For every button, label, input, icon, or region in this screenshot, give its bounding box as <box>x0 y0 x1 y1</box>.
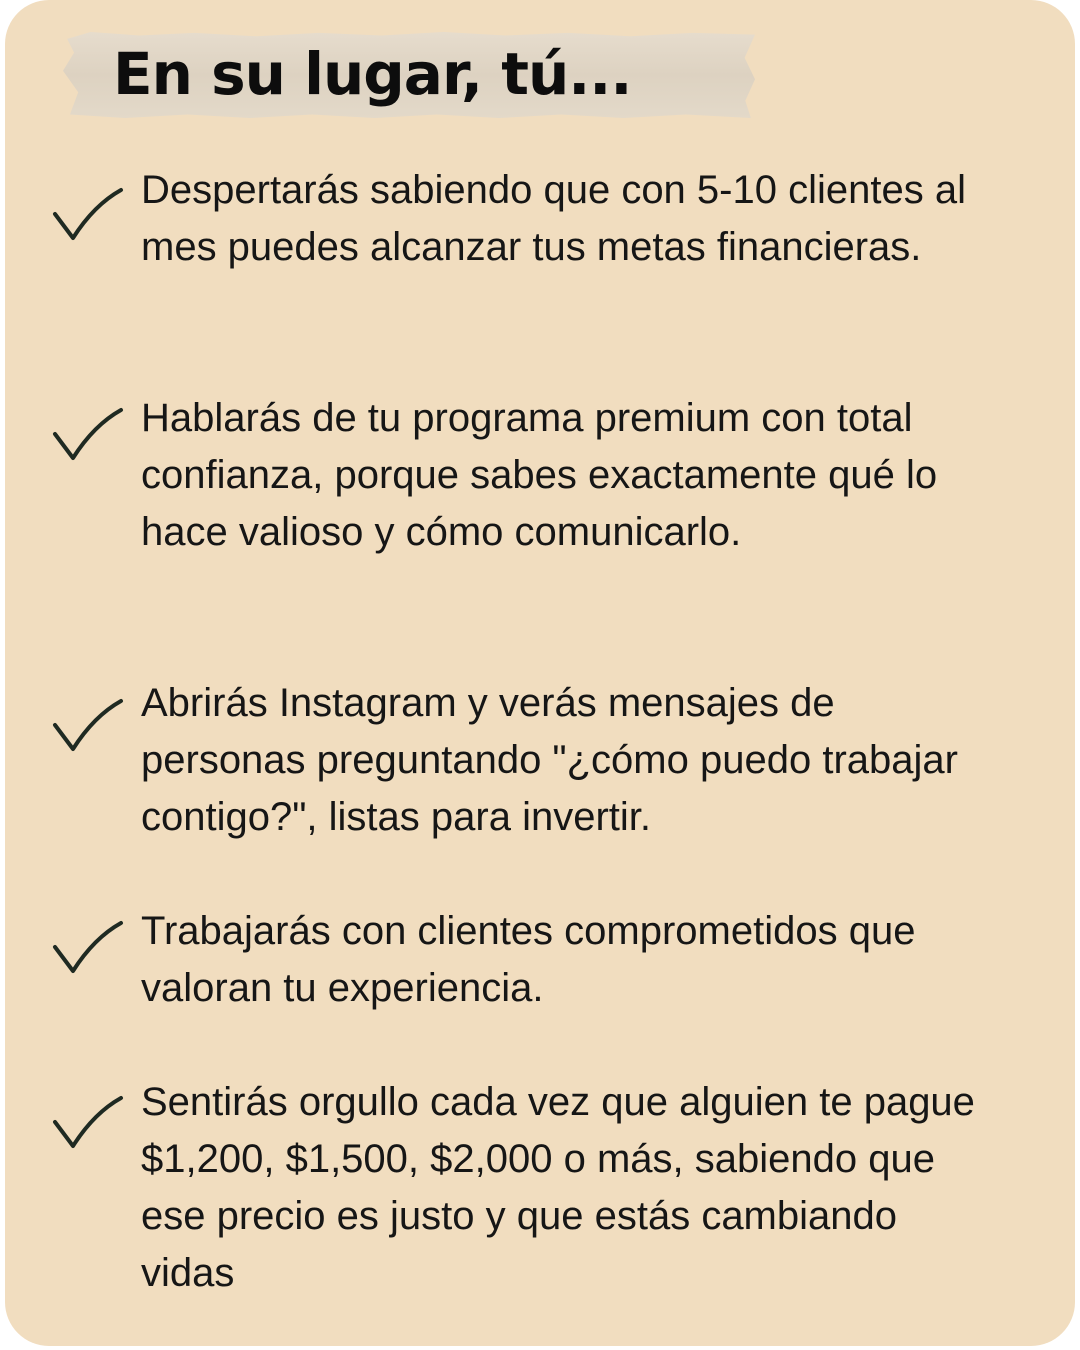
checkmark-icon <box>51 697 125 759</box>
checkmark-icon <box>51 186 125 248</box>
checkmark-icon <box>51 919 125 981</box>
item-text: Trabajarás con clientes comprometidos que valoran tu experiencia. <box>141 909 916 1010</box>
item-text: Sentirás orgullo cada vez que alguien te pague $1,200, $1,500, $2,000 o más, sabiendo que ese precio es justo y que estás cambiando vidas <box>141 1080 975 1295</box>
checkmark-icon <box>51 1094 125 1156</box>
item-text: Despertarás sabiendo que con 5-10 clientes al mes puedes alcanzar tus metas financieras. <box>141 168 966 269</box>
checkmark-icon <box>51 406 125 468</box>
item-text: Abrirás Instagram y verás mensajes de personas preguntando "¿cómo puedo trabajar contigo?", listas para invertir. <box>141 681 958 839</box>
title: En su lugar, tú... <box>113 40 632 108</box>
item-text: Hablarás de tu programa premium con total confianza, porque sabes exactamente qué lo hace valioso y cómo comunicarlo. <box>141 396 938 554</box>
card <box>5 0 1075 1346</box>
